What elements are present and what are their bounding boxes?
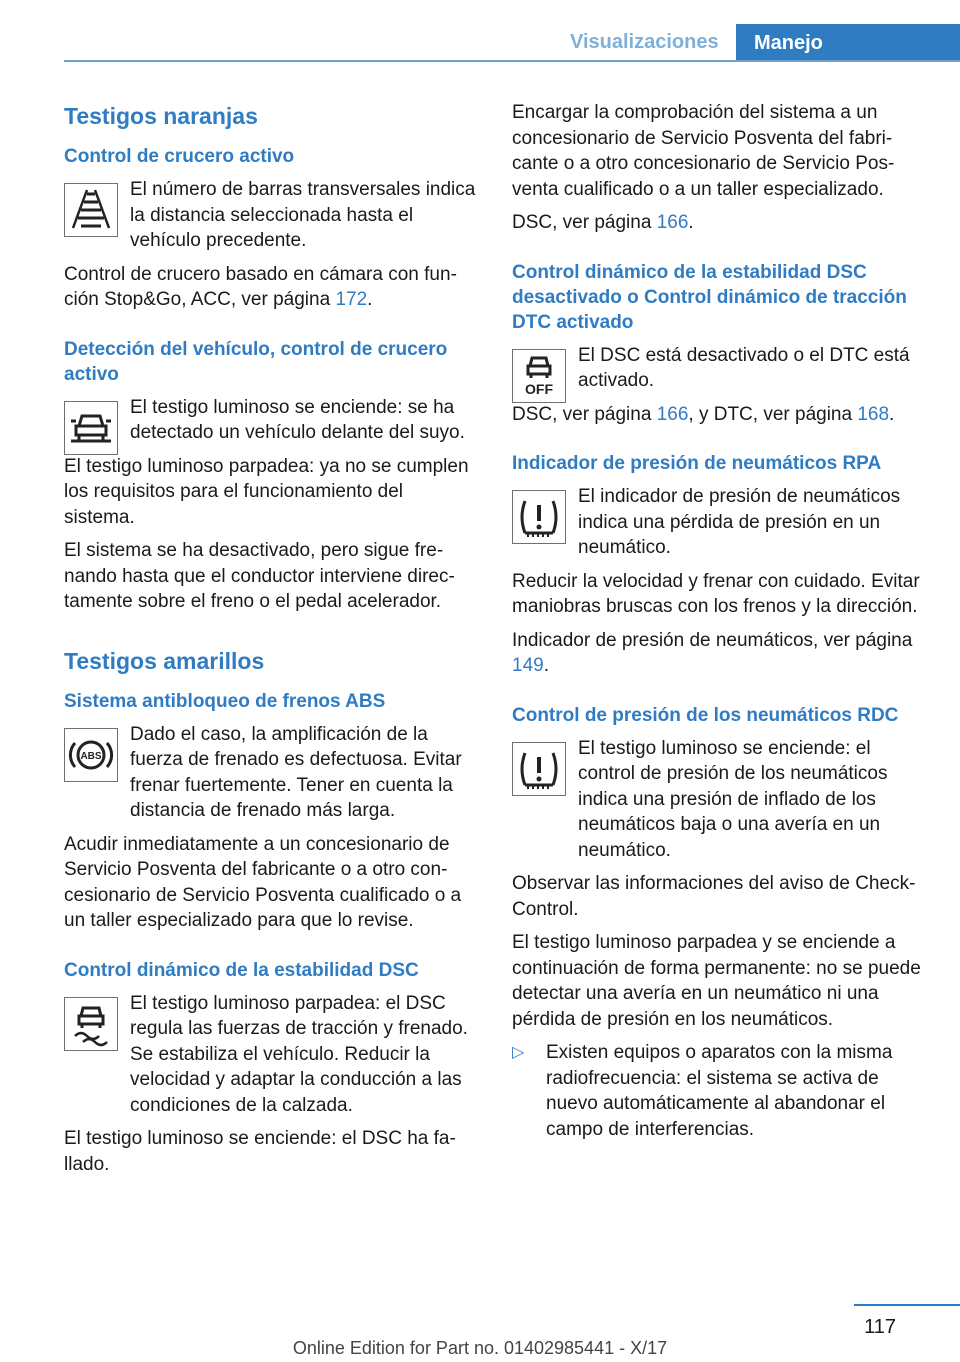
link-page-166b[interactable]: 166 [656,403,689,425]
right-cont1: Encargar la comprobación del sistema a un concesionario de Servicio Posventa del fabricante o a otro concesionario de Servicio Posventa cualificado o a un taller especializado. [512,102,895,200]
page-header [0,0,960,64]
right-cont2: DSC, ver página 166. [512,212,694,233]
rdc-text2: Observar las informaciones del aviso de Check-Control. [512,873,916,920]
tab-manejo[interactable]: Manejo [736,24,960,62]
rpa-text3: Indicador de presión de neumáticos, ver página 149. [512,629,913,676]
deteccion-text2: El testigo luminoso parpadea: ya no se cumplen los requisitos para el funcionamiento del sistema. [64,455,469,528]
vehicle-detected-icon [64,401,118,455]
rdc-bullet1: Existen equipos o aparatos con la misma radiofrecuencia: el sistema se activa de nuevo automáticamente al abandonar el campo de interferencias. [546,1042,893,1140]
header-rule [64,60,960,62]
bullet-triangle-icon: ▷ [512,1044,525,1061]
link-page-166[interactable]: 166 [656,212,689,233]
dsc-off-text2: DSC, ver página 166, y DTC, ver página 168. [512,403,895,425]
footer-edition: Online Edition for Part no. 01402985441 - X/17 [292,1338,668,1358]
rpa-text1: El indicador de presión de neumáticos indica una pérdida de presión en un neumático. [578,486,901,558]
rpa-icon-block [512,484,926,561]
dsc-off-icon [512,349,566,403]
tire-pressure-icon [512,742,566,796]
heading-abs: Sistema antibloqueo de frenos ABS [64,690,386,712]
dsc-off-icon-block [512,343,926,397]
heading-deteccion-vehiculo: Detección del vehículo, control de crucero activo [64,338,448,385]
link-page-172[interactable]: 172 [335,289,368,310]
heading-dsc: Control dinámico de la estabilidad DSC [64,959,419,981]
abs-text1: Dado el caso, la amplificación de la fuerza de frenado es defectuosa. Evitar frenar fuertemente. Tener en cuenta la distancia de frenado más larga. [130,723,462,821]
list-item [512,1040,926,1142]
heading-testigos-naranjas: Testigos naranjas [64,103,258,129]
rdc-icon-block [512,736,926,864]
link-page-149[interactable]: 149 [512,655,544,676]
link-page-168[interactable]: 168 [857,403,890,425]
svg-text:ABS: ABS [80,750,102,762]
rdc-text3: El testigo luminoso parpadea y se enciende a continuación de forma permanente: no se puede detectar una avería en un neumático ni una pérdida de presión en los neumáticos. [512,932,921,1030]
deteccion-text3: El sistema se ha desactivado, pero sigue frenando hasta que el conductor interviene directamente sobre el freno o el pedal acelerador. [64,540,455,612]
right-column [512,100,926,1150]
left-column [64,100,478,1185]
tab-visualizaciones[interactable]: Visualizaciones [570,31,719,53]
deteccion-icon-block [64,395,478,446]
abs-icon-block [64,722,478,824]
dsc-text2: El testigo luminoso se enciende: el DSC ha fallado. [64,1128,456,1175]
dsc-icon-block [64,991,478,1119]
heading-rdc: Control de presión de los neumáticos RDC [512,704,899,726]
heading-rpa: Indicador de presión de neumáticos RPA [512,453,882,474]
dsc-off-text1: El DSC está desactivado o el DTC está activado. [578,344,910,391]
heading-testigos-amarillos: Testigos amarillos [64,647,265,674]
page-number: 117 [864,1316,896,1338]
rpa-text2: Reducir la velocidad y frenar con cuidado. Evitar maniobras bruscas con los frenos y la dirección. [512,570,920,617]
crucero-text1: El número de barras transversales indica la distancia seleccionada hasta el vehículo precedente. [130,179,476,251]
rdc-text1: El testigo luminoso se enciende: el control de presión de los neumáticos indica una presión de inflado de los neumáticos baja o una avería en un neumático. [578,737,888,861]
page-number-rule [854,1304,960,1306]
abs-text2: Acudir inmediatamente a un concesionario de Servicio Posventa del fabricante o a otro concesionario de Servicio Posventa cualificado o a un taller especializado para que lo revise. [64,833,462,931]
dsc-icon [64,997,118,1051]
crucero-text2: Control de crucero basado en cámara con función Stop&Go, ACC, ver página 172. [64,263,457,310]
cruise-distance-icon [64,183,118,237]
svg-text:OFF: OFF [525,380,553,397]
abs-icon [64,728,118,782]
tire-pressure-icon [512,490,566,544]
heading-control-crucero: Control de crucero activo [64,146,295,167]
heading-dsc-off: Control dinámico de la estabilidad DSC desactivado o Control dinámico de tracción DTC activado [512,261,907,333]
crucero-icon-block [64,177,478,254]
deteccion-text1: El testigo luminoso se enciende: se ha detectado un vehículo delante del suyo. [130,396,465,443]
dsc-text1: El testigo luminoso parpadea: el DSC regula las fuerzas de tracción y frenado. Se estabiliza el vehículo. Reducir la velocidad y adaptar la conducción a las condiciones de la calzada. [130,992,468,1116]
